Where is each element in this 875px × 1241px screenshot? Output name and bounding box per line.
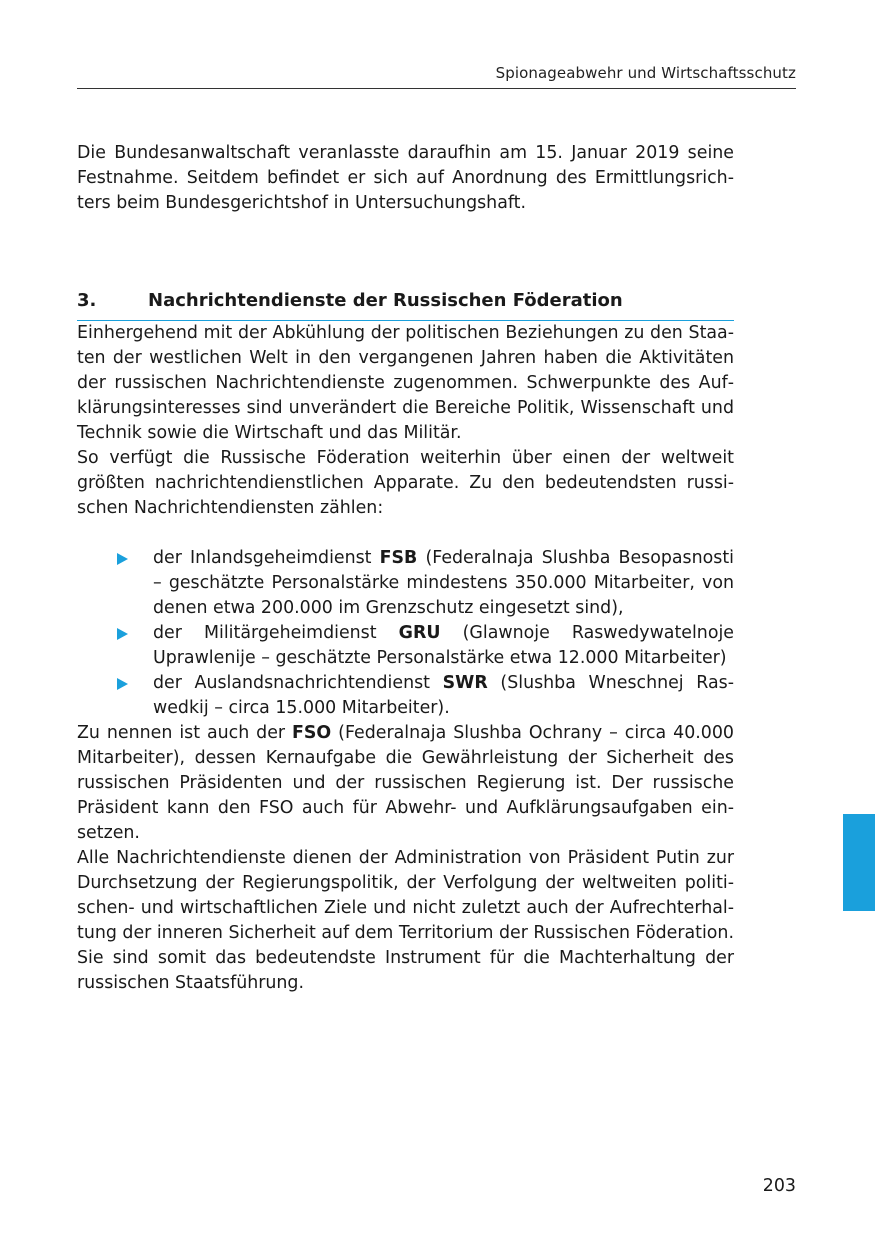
service-abbreviation: SWR: [442, 673, 488, 693]
page-body: [77, 141, 734, 996]
triangle-bullet-icon: [117, 678, 128, 690]
service-abbreviation: GRU: [398, 623, 441, 643]
list-item: der Auslandsnachrichtendienst SWR (Slushba Wneschnej Raswedkij – circa 15.000 Mitarbeiter).: [77, 671, 734, 721]
service-abbreviation: FSO: [292, 723, 332, 743]
triangle-bullet-icon: [117, 553, 128, 565]
section-title: Nachrichtendienste der Russischen Föderation: [148, 290, 623, 311]
list-item: der Militärgeheimdienst GRU (Glawnoje Raswedywatelnoje Uprawlenije – geschätzte Personalstärke etwa 12.000 Mitarbeiter): [77, 621, 734, 671]
intro-paragraph: Die Bundesanwaltschaft veranlasste daraufhin am 15. Januar 2019 seine Festnahme. Seitdem befindet er sich auf Anordnung des Ermittlungsrichters beim Bundesgerichtshof in Untersuchungshaft.: [77, 143, 734, 213]
paragraph-intelligence-apparatus: So verfügt die Russische Föderation weiterhin über einen der weltweit größten nachrichtendienstlichen Apparate. Zu den bedeutendsten russischen Nachrichtendiensten zählen:: [77, 448, 734, 518]
section-heading: [77, 288, 734, 321]
paragraph-cooling-relations: Einhergehend mit der Abkühlung der politischen Beziehungen zu den Staaten der westlichen Welt in den vergangenen Jahren haben die Aktivitäten der russischen Nachrichtendienste zugenommen. Schwerpunkte des Aufklärungsinteresses sind unverändert die Bereiche Politik, Wissenschaft und Technik sowie die Wirtschaft und das Militär.: [77, 323, 734, 443]
list-item: der Inlandsgeheimdienst FSB (Federalnaja Slushba Besopasnosti – geschätzte Personalstärke mindestens 350.000 Mitarbeiter, von denen etwa 200.000 im Grenzschutz eingesetzt sind),: [77, 546, 734, 621]
intelligence-services-list: [77, 546, 734, 721]
page-number: 203: [762, 1176, 796, 1196]
paragraph-administration: Alle Nachrichtendienste dienen der Administration von Präsident Putin zur Durchsetzung der Regierungspolitik, der Verfolgung der weltweiten politischen- und wirtschaftlichen Ziele und nicht zuletzt auch der Aufrechterhaltung der inneren Sicherheit auf dem Territorium der Russischen Föderation. Sie sind somit das bedeutendste Instrument für die Machterhaltung der russischen Staatsführung.: [77, 848, 734, 993]
triangle-bullet-icon: [117, 628, 128, 640]
running-header: Spionageabwehr und Wirtschaftsschutz: [495, 64, 796, 82]
paragraph-fso: Zu nennen ist auch der FSO (Federalnaja Slushba Ochrany – circa 40.000 Mitarbeiter), dessen Kernaufgabe die Gewährleistung der Sicherheit des russischen Präsidenten und der russischen Regierung ist. Der russische Präsident kann den FSO auch für Abwehr- und Aufklärungsaufgaben einsetzen.: [77, 723, 734, 843]
section-number: 3.: [77, 290, 97, 311]
header-rule: [77, 88, 796, 89]
chapter-thumb-tab: [843, 814, 875, 911]
service-abbreviation: FSB: [379, 548, 418, 568]
